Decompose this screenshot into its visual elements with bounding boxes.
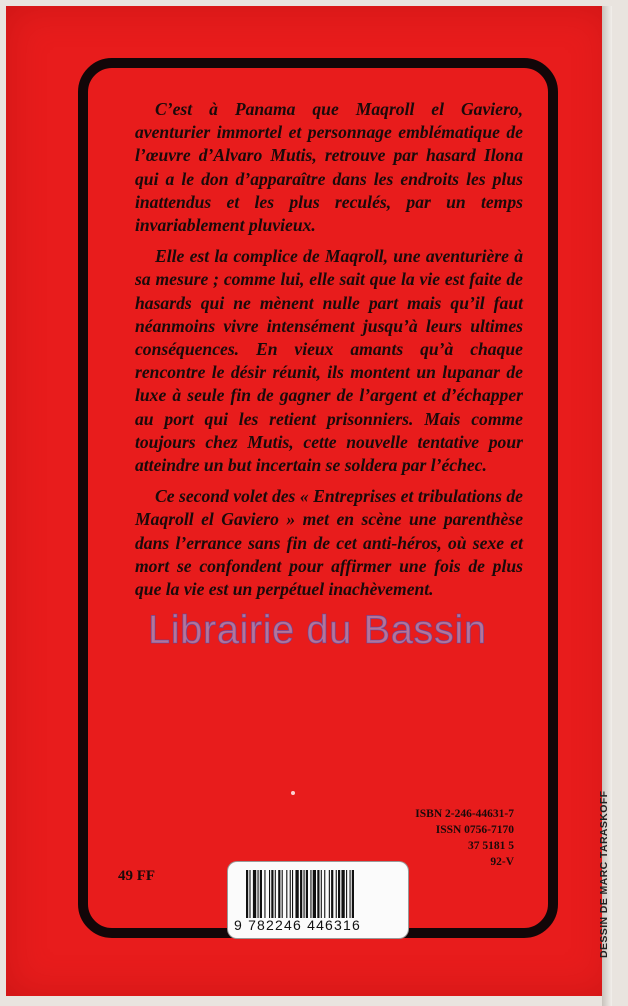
reference-code-1: 37 5181 5 (468, 840, 514, 852)
barcode-sticker (228, 862, 408, 938)
paper-speck (291, 791, 295, 795)
bookseller-watermark: Librairie du Bassin (148, 608, 487, 652)
barcode-digits: 9 782246 446316 (234, 917, 361, 933)
catalog-codes (396, 806, 514, 870)
isbn-code: ISBN 2-246-44631-7 (415, 808, 514, 820)
barcode-icon (246, 870, 396, 918)
reference-code-2: 92-V (490, 856, 514, 868)
blurb-text (135, 98, 523, 609)
price-label: 49 FF (118, 868, 156, 884)
issn-code: ISSN 0756-7170 (435, 824, 514, 836)
blurb-paragraph-3: Ce second volet des « Entreprises et tribulations de Maqroll el Gaviero » met en scène une parenthèse dans l’errance sans fin de cet anti-héros, où sexe et mort se confondent pour affirmer une fois de plus que la vie est un perpétuel inachèvement. (135, 486, 523, 600)
blurb-paragraph-1: C’est à Panama que Maqroll el Gaviero, aventurier immortel et personnage emblématique de l’œuvre d’Alvaro Mutis, retrouve par hasard Ilona qui a le don d’apparaître dans les endroits les plus inattendus et les plus reculés, par un temps invariablement pluvieux. (135, 99, 523, 236)
illustration-credit: DESSIN DE MARC TARASKOFF (598, 790, 610, 958)
blurb-paragraph-2: Elle est la complice de Maqroll, une aventurière à sa mesure ; comme lui, elle sait que la vie est faite de hasards qui ne mènent nulle part mais qu’il faut néanmoins vivre intensément jusqu’à leurs ultimes conséquences. En vieux amants qu’à chaque rencontre le désir réunit, ils montent un lupanar de luxe à seule fin de gagner de l’argent et d’échapper au port qui les retient prisonniers. Mais comme toujours chez Mutis, cette nouvelle tentative pour atteindre un but incertain se soldera par l’échec. (135, 246, 523, 476)
